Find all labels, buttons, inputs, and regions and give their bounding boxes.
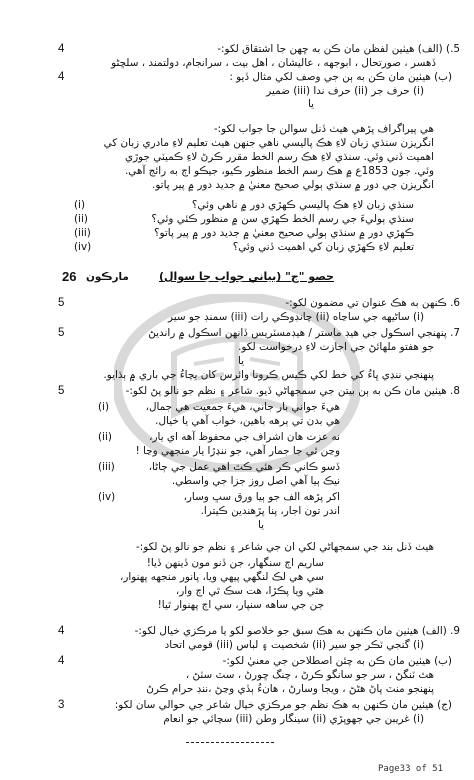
q8-verse-line: نيڪ ٻيا آهي اصل روز جزا جي واسطي. (171, 475, 340, 487)
q5-or: يا (307, 98, 314, 110)
end-divider (186, 742, 274, 743)
q9a-marks: 4 (58, 625, 65, 637)
q8-item-num: (ii) (98, 431, 112, 443)
q8-question: 8. هيٺين مان ڪن به ٻن بيتن جي سمجهاڻي ڏيو. شاعر ۽ نظم جو نالو پڻ لکو:- (125, 385, 460, 397)
q6-options: (i) ساڻيهه جي ساڃاه (ii) چانڊوڪي رات (iii) سمنڊ جو سير (168, 311, 424, 323)
q6-marks: 5 (58, 297, 65, 309)
passage-q-text: سنڌي زبان لاءِ هڪ پاليسي ڪهڙي دور ۾ ناهي وئي؟ (191, 199, 414, 211)
q5b-marks: 4 (58, 71, 65, 83)
passage-q-num: (i) (74, 199, 85, 211)
q8-verse-line: اکر پڙهه الف جو ٻيا ورق سڀ وسار، (183, 491, 340, 503)
q8-item-num: (iv) (98, 491, 116, 503)
q8-verse-line: هيءَ جواني بار جاني، هيءَ جمعيت هي جمال، (145, 401, 340, 413)
q9c-options: (i) غريبن جي جهوپڙي (ii) سينگار وطن (iii) سچائي جو انعام (163, 713, 424, 725)
q7-line: جو هفتو ملهائڻ جي اجازت لاءِ درخواست لکو. (238, 341, 434, 353)
q7-or: يا (237, 355, 244, 367)
q8-alt-line: جن جي ساهه سنپار، سي اڄ پهنوار ٿيا! (157, 599, 324, 611)
q7-marks: 5 (58, 327, 65, 339)
q9a-question: 9. (الف) هيٺين مان ڪنهن به هڪ سبق جو خلاصو لکو يا مرڪزي خيال لکو:- (134, 625, 460, 637)
q9b-marks: 4 (58, 655, 65, 667)
q8-item-num: (iii) (98, 461, 115, 473)
passage-q-num: (iv) (74, 241, 92, 253)
section-marks-label: مارڪون (86, 271, 129, 283)
passage-intro: هي پيراگراف پڙهي هيٺ ڏنل سوالن جا جواب لکو:- (213, 123, 434, 135)
q7-line: 7. پنهنجي اسڪول جي هيڊ ماستر / هيڊمسٽريس ڏانهن اسڪول ۾ رانديڻ (148, 327, 460, 339)
passage-q-text: ڪهڙي دور ۾ سنڌي ٻولي صحيح معنيٰ ۾ جديد دور ۾ پير پاتو؟ (154, 227, 414, 239)
page-number: Page33 of 51 (378, 764, 444, 774)
passage-q-num: (iii) (74, 227, 91, 239)
q8-verse-line: اندر تون اجار، پنا پڙهندين ڪيترا. (200, 505, 340, 517)
q8-alt-line: ساريم اڄ سنگهار، جن ڏنو مون ڏينهن ڏيا! (146, 557, 324, 569)
section-marks-value: 26 (62, 269, 77, 284)
q9c-marks: 3 (58, 699, 65, 711)
q7-alternative: پنهنجي ننڍي ڀاءُ کي خط لکي ڪيس ڪرونا وائرس کان بچاءُ جي باري ۾ ٻڌايو. (103, 369, 434, 381)
q8-verse-line: وڃن ٿي جا جمار آهي، جو ننڍڙا يار منجهي وڃا ! (135, 445, 340, 457)
q8-item-num: (i) (98, 401, 109, 413)
q8-verse-line: ڏسو ڪاني ڪر هئي ڪٿ اهي عمل جي ڄاڻا، (148, 461, 340, 473)
q5b-options: (i) حرف جر (ii) حرف ندا (iii) ضمير (266, 85, 424, 97)
section-title: حصو "ج" (بياني جواب جا سوال) (158, 270, 334, 283)
q9b-idioms: پنهنجو منٽ پاڻ هڻڻ ، ويجا وسارڻ ، هانءُ ٻڏي وڃڻ ،ننڊ حرام ڪرڻ (146, 683, 434, 695)
q5b-question: (ب) هيٺين مان ڪن به ٻن جي وصف لکي مثال ڏيو : (229, 71, 452, 83)
q8-alt-line: سي هي لڪ لنگهي پيهي ويا، پانور منجهه پهنوار، (120, 571, 324, 583)
passage-line: انگريزن سنڌي زبان لاءِ هڪ پاليسي ناهي جنهن هيٺ تعليم لاءِ مادري زبان کي (103, 137, 434, 149)
q9b-idioms: هٿ ٽنگڻ ، سر جو سانگو ڪرڻ ، چنگ ڇورڻ ، سٽ سٽڻ ، (185, 669, 434, 681)
q8-or: يا (257, 519, 264, 531)
passage-line: اهميت ڏني وئي. سنڌي لاءِ هڪ رسم الخط مقرر ڪرڻ لاءِ ڪميٽي جوڙي (125, 151, 434, 163)
q5a-marks: 4 (58, 43, 65, 55)
passage-q-num: (ii) (74, 213, 88, 225)
q9b-question: (ب) هيٺين مان ڪن به چئن اصطلاحن جي معنيٰ لکو:- (222, 655, 452, 667)
passage-line: وئي. جون 1853ع ۾ هڪ رسم الخط منظور ڪيو، جيڪو اڄ به رائج آهي. (125, 165, 434, 177)
q8-alt-line: هٿي ويا پڪڙا، هت سڪ ٿي اڄ وار، (175, 585, 324, 597)
q8-alt-intro: هيٺ ڏنل بند جي سمجهاڻي لکي ان جي شاعر ۽ نظم جو نالو پڻ لکو:- (135, 541, 434, 553)
passage-q-text: سنڌي ٻوليءَ جي رسم الخط ڪهڙي سن ۾ منظور ڪئي وئي؟ (151, 213, 414, 225)
q8-verse-line: نه عزت هان اشراف جي محفوظ آهه اي يار، (149, 431, 340, 443)
passage-line: انگريزن جي دور ۾ سنڌي ٻولي صحيح معنيٰ ۾ جديد دور ۾ پير پاتو. (152, 179, 434, 191)
q6-question: 6. ڪنهن به هڪ عنوان تي مضمون لکو:- (285, 297, 460, 309)
q9a-options: (i) گنجي ٽڪر جو سير (ii) شخصيت ۽ لباس (iii) قومي اتحاد (164, 639, 424, 651)
q5a-question: 5.) (الف) هيٺين لفظن مان ڪن به ڇهن جا اشتقاق لکو:- (217, 43, 460, 55)
q8-verse-line: هي بدن تي ٻرهه باهين، خواب آهي يا خيال. (155, 415, 340, 427)
passage-q-text: تعليم لاءِ ڪهڙي زبان کي اهميت ڏني وئي؟ (232, 241, 414, 253)
q9c-question: (ج) هيٺين مان ڪنهن به هڪ نظم جو مرڪزي خيال شاعر جي حوالي سان لکو: (114, 699, 452, 711)
q5a-words: ڏهسر ، صورتحال ، ابوجهه ، عاليشان ، اهل بيت ، سرانجام، دولتمند ، سلڇڻو (111, 57, 436, 69)
q8-marks: 5 (58, 385, 65, 397)
